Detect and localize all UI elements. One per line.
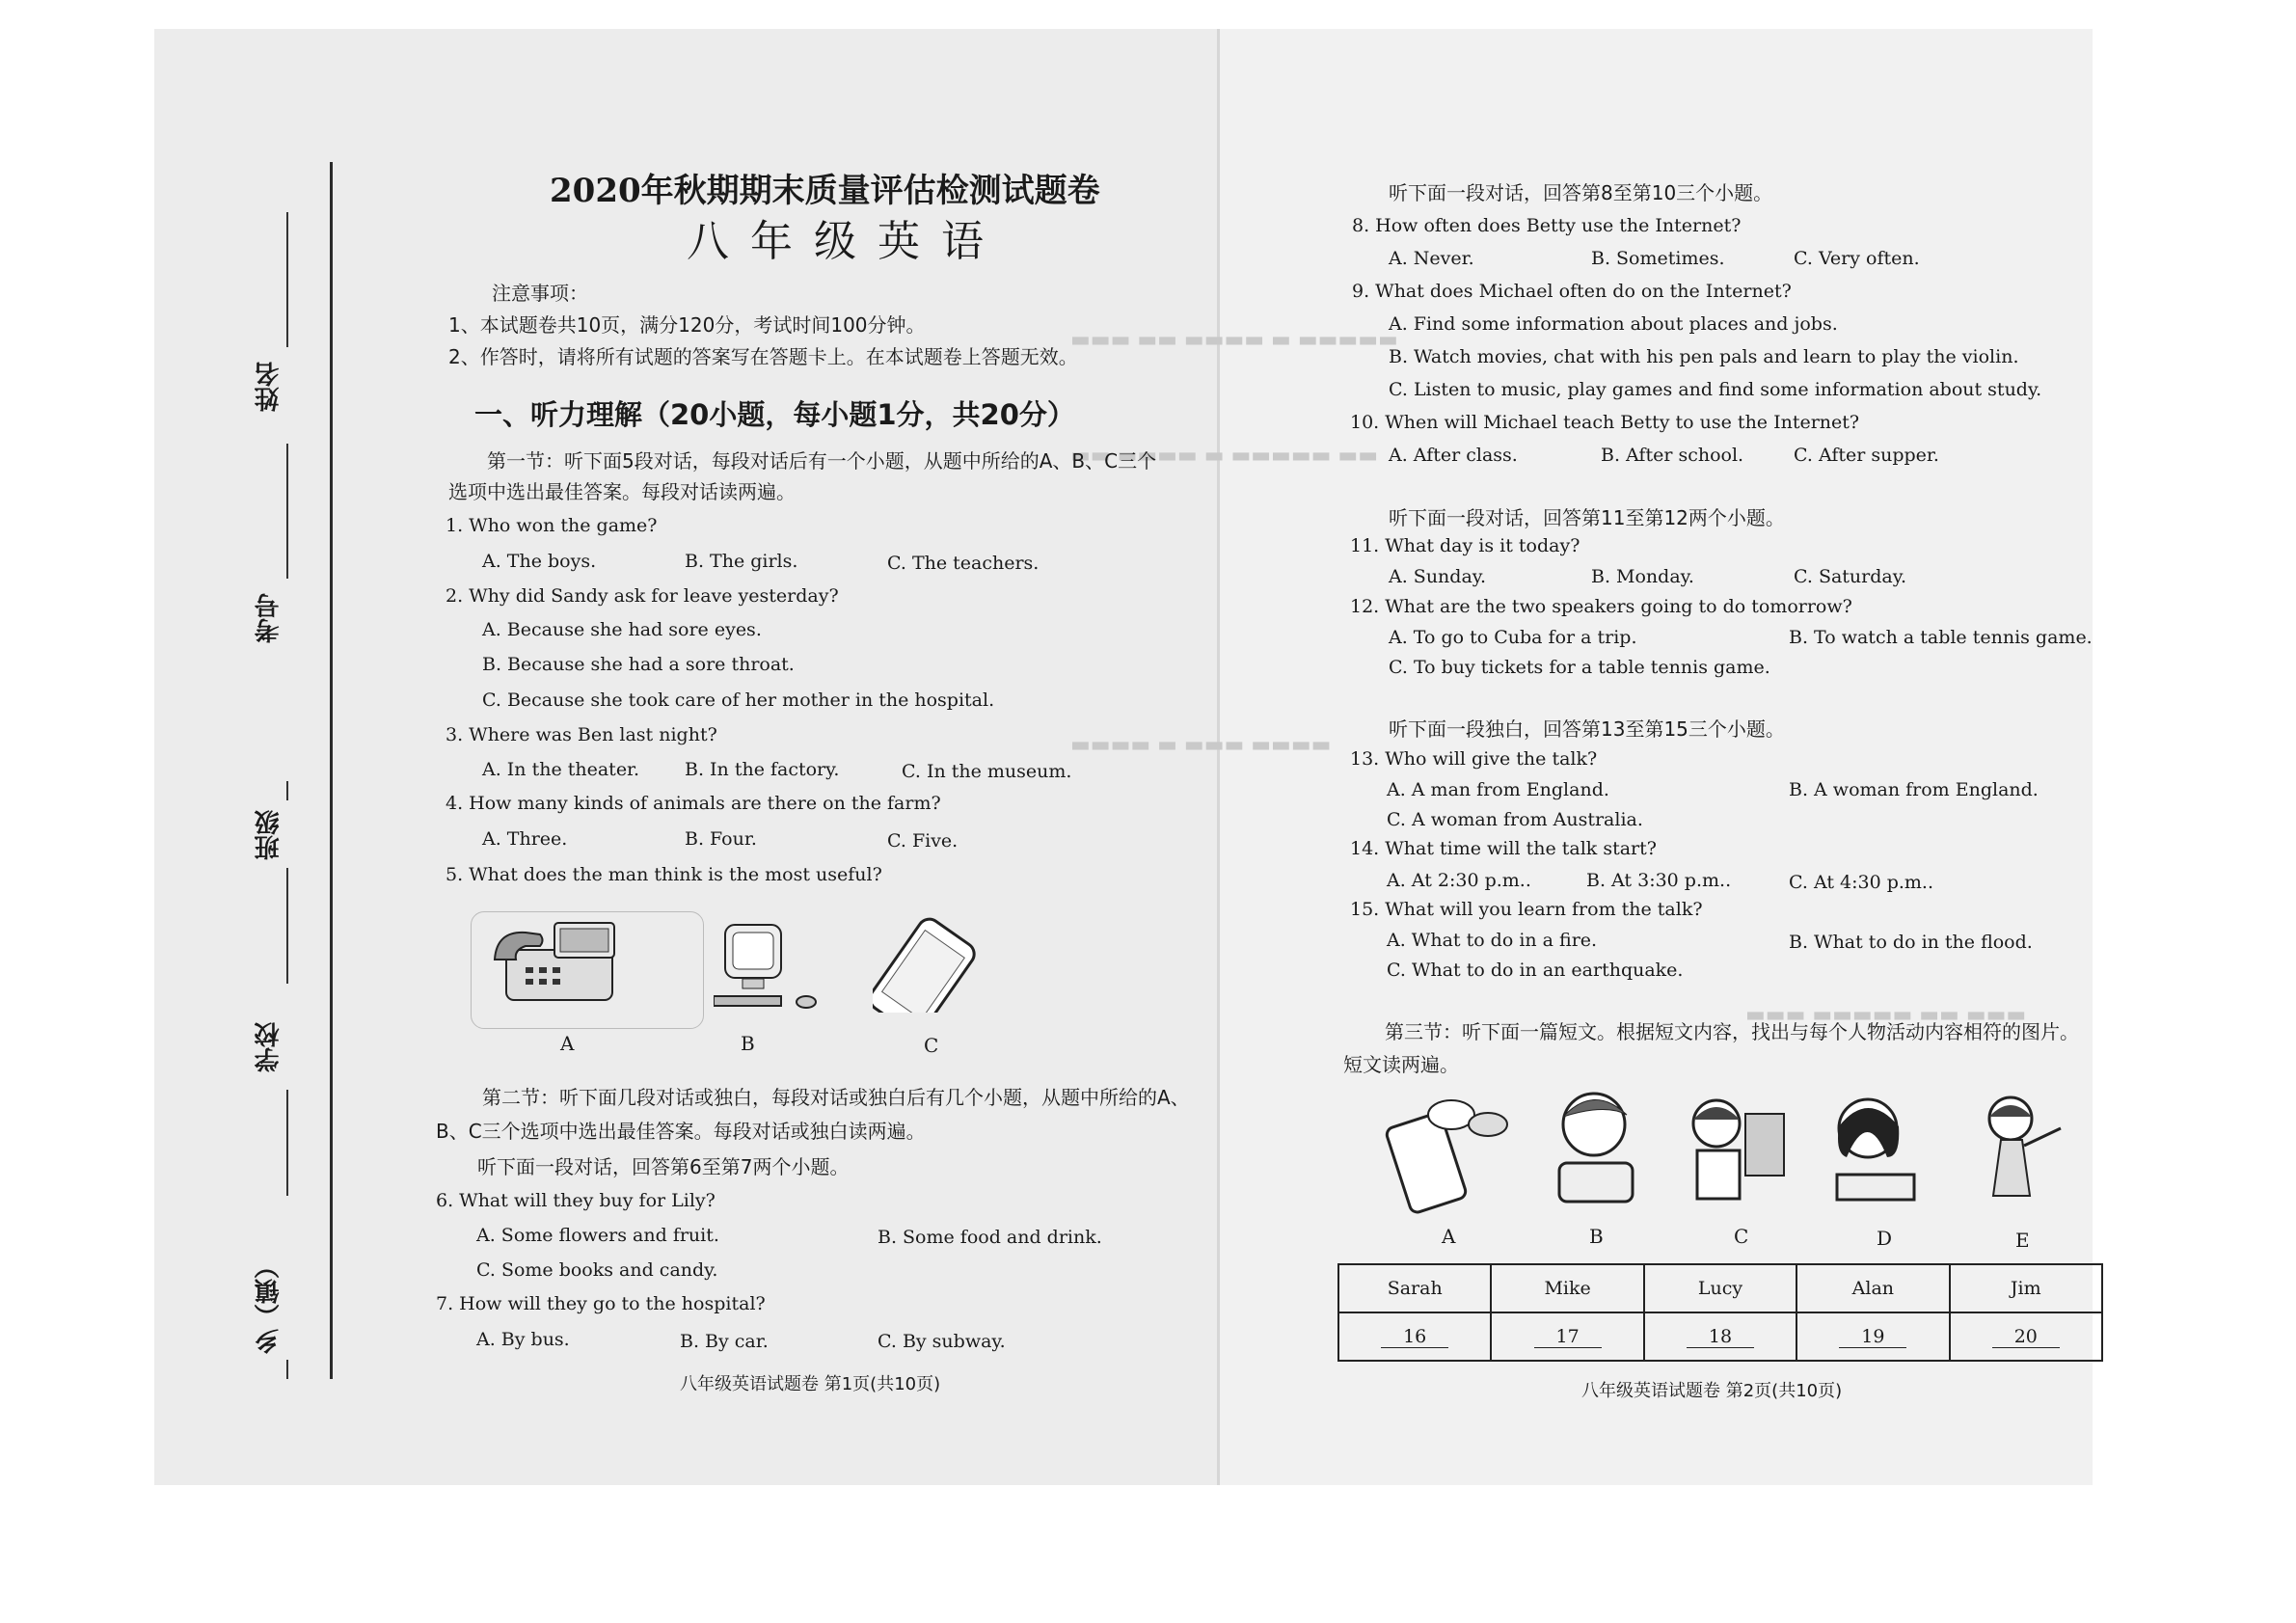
town-blank: [286, 1360, 288, 1379]
option-a: A. At 2:30 p.m..: [1387, 870, 1531, 891]
option-b: B. After school.: [1601, 445, 1744, 466]
bleed-through: ▬▬ ▬▬▬▬ ▬ ▬▬▬▬▬ ▬▬: [1070, 444, 1378, 468]
notice-line: 1、本试题卷共10页，满分120分，考试时间100分钟。: [448, 313, 926, 337]
picture-label: B: [741, 1032, 755, 1055]
option-b: B. At 3:30 p.m..: [1586, 870, 1732, 891]
part-instruction: 选项中选出最佳答案。每段对话读两遍。: [448, 480, 796, 503]
option-c: C. Some books and candy.: [476, 1259, 718, 1281]
table-header-cell: Mike: [1491, 1264, 1643, 1312]
girl-drawing-icon: [1818, 1090, 1924, 1215]
boy-reading-icon: [1538, 1088, 1654, 1213]
listening-instruction: 听下面一段独白，回答第13至第15三个小题。: [1389, 717, 1785, 741]
computer-icon: [714, 921, 829, 1017]
part-instruction: 第三节：听下面一篇短文。根据短文内容，找出与每个人物活动内容相符的图片。: [1385, 1020, 2079, 1043]
option-b: B. By car.: [680, 1331, 769, 1352]
picture-label: E: [2015, 1229, 2030, 1252]
option-b: B. A woman from England.: [1789, 779, 2039, 800]
option-b: B. The girls.: [685, 551, 798, 572]
option-b: B. Watch movies, chat with his pen pals and learn to play the violin.: [1389, 346, 2019, 367]
option-c: C. In the museum.: [902, 761, 1072, 782]
option-c: C. Five.: [887, 830, 959, 852]
picture-label: B: [1589, 1225, 1604, 1248]
question-text: 7. How will they go to the hospital?: [436, 1293, 766, 1314]
question-text: 11. What day is it today?: [1350, 535, 1580, 556]
part-instruction: B、C三个选项中选出最佳答案。每段对话或独白读两遍。: [436, 1120, 926, 1143]
option-b: B. Because she had a sore throat.: [482, 654, 795, 675]
girl-computer-icon: [1678, 1095, 1803, 1215]
question-text: 15. What will you learn from the talk?: [1350, 899, 1703, 920]
picture-label: C: [1734, 1225, 1749, 1248]
page-fold: [1217, 29, 1220, 1485]
bleed-through: ▬▬▬▬ ▬ ▬▬▬ ▬▬▬▬: [1070, 733, 1332, 757]
option-a: A. Sunday.: [1389, 566, 1487, 587]
option-a: A. Find some information about places and jobs.: [1389, 313, 1838, 335]
option-a: A. After class.: [1389, 445, 1518, 466]
option-a: A. Three.: [482, 828, 568, 850]
question-text: 13. Who will give the talk?: [1350, 748, 1598, 770]
question-text: 3. Where was Ben last night?: [446, 724, 717, 745]
answer-blank: 19: [1839, 1326, 1906, 1348]
option-a: A. Never.: [1389, 248, 1474, 269]
answer-blank: 18: [1687, 1326, 1754, 1348]
girl-violin-icon: [1972, 1090, 2064, 1215]
option-c: C. Because she took care of her mother in the hospital.: [482, 690, 995, 711]
question-text: 1. Who won the game?: [446, 515, 658, 536]
option-a: A. To go to Cuba for a trip.: [1389, 627, 1637, 648]
answer-blank: 17: [1534, 1326, 1602, 1348]
town-field-label: 乡（镇）: [255, 1254, 284, 1354]
option-b: B. Monday.: [1591, 566, 1694, 587]
option-b: B. Sometimes.: [1591, 248, 1725, 269]
option-a: A. Some flowers and fruit.: [476, 1225, 719, 1246]
option-b: B. In the factory.: [685, 759, 840, 780]
option-a: A. Because she had sore eyes.: [482, 619, 762, 640]
table-row: [1338, 1264, 2102, 1312]
listening-instruction: 听下面一段对话，回答第11至第12两个小题。: [1389, 506, 1785, 529]
school-blank: [286, 1090, 288, 1196]
answer-table: [1337, 1263, 2103, 1362]
question-text: 4. How many kinds of animals are there on the farm?: [446, 793, 941, 814]
option-c: C. To buy tickets for a table tennis game.: [1389, 657, 1770, 678]
tablet-chat-icon: [1384, 1090, 1519, 1215]
part-instruction: 短文读两遍。: [1343, 1053, 1459, 1076]
question-text: 5. What does the man think is the most useful?: [446, 864, 882, 885]
option-c: C. Very often.: [1794, 248, 1920, 269]
bleed-through: ▬▬▬ ▬▬▬▬▬ ▬▬ ▬▬▬: [1745, 1003, 2027, 1027]
notice-heading: 注意事项：: [492, 282, 588, 305]
question-text: 8. How often does Betty use the Internet?: [1352, 215, 1742, 236]
telephone-icon: [487, 921, 632, 1008]
option-b: B. Four.: [685, 828, 757, 850]
picture-label: A: [1442, 1225, 1456, 1248]
option-a: A. By bus.: [476, 1329, 570, 1350]
question-text: 2. Why did Sandy ask for leave yesterday?: [446, 585, 839, 607]
picture-label: A: [560, 1032, 575, 1055]
option-c: C. What to do in an earthquake.: [1387, 960, 1684, 981]
question-text: 6. What will they buy for Lily?: [436, 1190, 716, 1211]
option-a: A. What to do in a fire.: [1387, 930, 1598, 951]
notice-line: 2、作答时，请将所有试题的答案写在答题卡上。在本试题卷上答题无效。: [448, 345, 1078, 368]
listening-instruction: 听下面一段对话，回答第8至第10三个小题。: [1389, 181, 1773, 204]
name-field-label: 姓名: [255, 362, 284, 412]
question-text: 9. What does Michael often do on the Internet?: [1352, 281, 1792, 302]
option-c: C. Listen to music, play games and find some information about study.: [1389, 379, 2042, 400]
name-blank: [286, 212, 288, 347]
question-text: 12. What are the two speakers going to do tomorrow?: [1350, 596, 1852, 617]
section-heading: 一、听力理解（20小题，每小题1分，共20分）: [474, 398, 1075, 431]
class-blank: [286, 868, 288, 984]
page-footer: 八年级英语试题卷 第2页(共10页): [1581, 1381, 1843, 1401]
option-c: C. After supper.: [1794, 445, 1939, 466]
answer-cell: [1338, 1312, 1491, 1361]
bleed-through: ▬▬▬ ▬▬ ▬▬▬▬ ▬ ▬▬▬▬▬: [1070, 328, 1398, 352]
option-b: B. Some food and drink.: [878, 1227, 1102, 1248]
option-a: A. In the theater.: [482, 759, 640, 780]
table-header-cell: Lucy: [1644, 1264, 1796, 1312]
option-c: C. The teachers.: [887, 553, 1040, 574]
table-row: [1338, 1312, 2102, 1361]
school-field-label: 学校: [255, 1022, 284, 1072]
option-b: B. To watch a table tennis game.: [1789, 627, 2093, 648]
answer-cell: [1644, 1312, 1796, 1361]
table-header-cell: Sarah: [1338, 1264, 1491, 1312]
part-instruction: 第二节：听下面几段对话或独白，每段对话或独白后有几个小题，从题中所给的A、: [482, 1086, 1190, 1109]
answer-blank: 16: [1381, 1326, 1448, 1348]
table-header-cell: Jim: [1950, 1264, 2102, 1312]
page-footer: 八年级英语试题卷 第1页(共10页): [680, 1374, 941, 1394]
class-blank: [286, 781, 288, 800]
option-c: C. By subway.: [878, 1331, 1006, 1352]
picture-label: D: [1877, 1227, 1893, 1250]
answer-cell: [1796, 1312, 1949, 1361]
option-c: C. At 4:30 p.m..: [1789, 872, 1934, 893]
class-field-label: 班级: [255, 810, 284, 860]
answer-blank: 20: [1992, 1326, 2060, 1348]
part-instruction: 第一节：听下面5段对话，每段对话后有一个小题，从题中所给的A、B、C三个: [487, 449, 1157, 473]
picture-label: C: [924, 1034, 939, 1057]
option-c: C. A woman from Australia.: [1387, 809, 1643, 830]
option-a: A. The boys.: [482, 551, 597, 572]
answer-cell: [1491, 1312, 1643, 1361]
question-text: 14. What time will the talk start?: [1350, 838, 1657, 859]
subject-title: 八年级英语: [687, 217, 1005, 266]
listening-instruction: 听下面一段对话，回答第6至第7两个小题。: [477, 1155, 850, 1178]
exam-no-blank: [286, 444, 288, 579]
table-header-cell: Alan: [1796, 1264, 1949, 1312]
exam-title: 2020年秋期期末质量评估检测试题卷: [550, 172, 1100, 210]
question-text: 10. When will Michael teach Betty to use the Internet?: [1350, 412, 1860, 433]
answer-cell: [1950, 1312, 2102, 1361]
binding-line: [330, 162, 333, 1379]
mobile-phone-icon: [873, 916, 998, 1013]
option-b: B. What to do in the flood.: [1789, 932, 2033, 953]
exam-no-field-label: 考号: [255, 593, 284, 643]
option-a: A. A man from England.: [1387, 779, 1609, 800]
option-c: C. Saturday.: [1794, 566, 1906, 587]
